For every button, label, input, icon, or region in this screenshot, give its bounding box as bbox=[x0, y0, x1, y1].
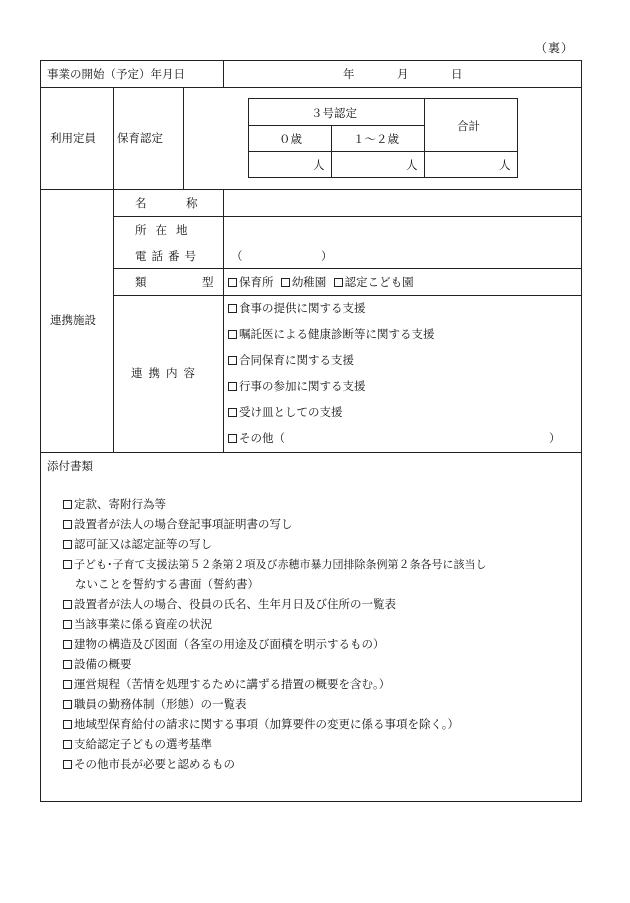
capacity-label: 利用定員 bbox=[50, 131, 96, 145]
checkbox[interactable] bbox=[63, 660, 72, 669]
partner-content-label: 連携内容 bbox=[131, 366, 201, 380]
checkbox[interactable] bbox=[228, 304, 237, 313]
col-divider bbox=[223, 189, 224, 452]
capacity-total-unit[interactable]: 人 bbox=[499, 158, 511, 172]
checkbox[interactable] bbox=[63, 680, 72, 689]
partner-type-options bbox=[228, 277, 414, 289]
attachment-item[interactable]: 設置者が法人の場合、役員の氏名、生年月日及び住所の一覧表 bbox=[63, 599, 396, 611]
capacity-sublabel: 保育認定 bbox=[117, 131, 163, 145]
checkbox[interactable] bbox=[228, 434, 237, 443]
checkbox[interactable] bbox=[63, 720, 72, 729]
row-divider bbox=[113, 216, 581, 217]
checkbox[interactable] bbox=[63, 740, 72, 749]
checkbox[interactable] bbox=[63, 640, 72, 649]
col-divider bbox=[113, 87, 114, 452]
capacity-age12-header: １～２歳 bbox=[353, 132, 399, 146]
capacity-table bbox=[248, 98, 518, 178]
col-divider bbox=[424, 99, 425, 177]
checkbox[interactable] bbox=[281, 278, 290, 287]
content-option[interactable]: 受け皿としての支援 bbox=[228, 407, 343, 419]
start-year-field[interactable]: 年 bbox=[343, 67, 355, 81]
partner-phone-label: 電話番号 bbox=[135, 249, 201, 263]
partner-address-label: 所在地 bbox=[135, 223, 197, 237]
application-form bbox=[40, 60, 582, 802]
start-date-label: 事業の開始（予定）年月日 bbox=[47, 67, 185, 81]
content-option[interactable]: 嘱託医による健康診断等に関する支援 bbox=[228, 329, 435, 341]
attachment-item[interactable]: 子ども･子育て支援法第５２条第２項及び赤穂市暴力団排除条例第２条各号に該当し bbox=[63, 559, 487, 570]
attachment-item[interactable]: 認可証又は認定証等の写し bbox=[63, 539, 212, 551]
checkbox[interactable] bbox=[63, 520, 72, 529]
checkbox[interactable] bbox=[228, 330, 237, 339]
checkbox[interactable] bbox=[63, 560, 72, 569]
type-option-kodomoen[interactable]: 認定こども園 bbox=[334, 275, 414, 289]
start-month-field[interactable]: 月 bbox=[397, 67, 409, 81]
capacity-total-header: 合計 bbox=[457, 119, 480, 133]
row-divider bbox=[249, 125, 424, 126]
other-close-paren: ） bbox=[549, 431, 561, 445]
attachment-item[interactable]: 支給認定子どもの選考基準 bbox=[63, 739, 212, 751]
attachments-label: 添付書類 bbox=[47, 459, 93, 473]
reverse-side-label: （裏） bbox=[534, 41, 574, 55]
attachment-item[interactable]: 職員の勤務体制（形態）の一覧表 bbox=[63, 699, 247, 711]
col-divider bbox=[223, 61, 224, 87]
checkbox[interactable] bbox=[228, 408, 237, 417]
attachment-item[interactable]: その他市長が必要と認めるもの bbox=[63, 759, 235, 771]
checkbox[interactable] bbox=[228, 278, 237, 287]
checkbox[interactable] bbox=[63, 500, 72, 509]
attachment-item[interactable]: 設備の概要 bbox=[63, 659, 132, 671]
checkbox[interactable] bbox=[334, 278, 343, 287]
attachment-item[interactable]: 当該事業に係る資産の状況 bbox=[63, 619, 212, 631]
attachment-item[interactable]: 運営規程（苦情を処理するために講ずる措置の概要を含む。） bbox=[63, 679, 390, 691]
attachment-item[interactable]: 地域型保育給付の請求に関する事項（加算要件の変更に係る事項を除く。） bbox=[63, 719, 459, 731]
checkbox[interactable] bbox=[63, 600, 72, 609]
start-day-field[interactable]: 日 bbox=[451, 67, 463, 81]
capacity-age12-unit[interactable]: 人 bbox=[406, 158, 418, 172]
checkbox[interactable] bbox=[63, 620, 72, 629]
attachment-item-continuation: ないことを誓約する書面（誓約書） bbox=[75, 577, 259, 591]
col-divider bbox=[183, 87, 184, 189]
checkbox[interactable] bbox=[63, 540, 72, 549]
content-option[interactable]: 合同保育に関する支援 bbox=[228, 355, 354, 367]
phone-close-paren: ） bbox=[321, 249, 333, 263]
row-divider bbox=[41, 452, 581, 453]
capacity-group-header: ３号認定 bbox=[311, 106, 357, 120]
row-divider bbox=[249, 151, 517, 152]
row-divider bbox=[41, 189, 581, 190]
content-option-other[interactable]: その他（ bbox=[228, 433, 285, 445]
phone-open-paren: （ bbox=[231, 249, 243, 263]
checkbox[interactable] bbox=[228, 382, 237, 391]
capacity-age0-header: ０歳 bbox=[279, 132, 302, 146]
type-option-hoikusho[interactable]: 保育所 bbox=[228, 275, 274, 289]
row-divider bbox=[113, 268, 581, 269]
content-option[interactable]: 行事の参加に関する支援 bbox=[228, 381, 366, 393]
partner-name-label: 名 称 bbox=[135, 196, 212, 210]
row-divider bbox=[41, 87, 581, 88]
partner-label: 連携施設 bbox=[50, 313, 96, 327]
capacity-age0-unit[interactable]: 人 bbox=[313, 158, 325, 172]
row-divider bbox=[113, 295, 581, 296]
content-option[interactable]: 食事の提供に関する支援 bbox=[228, 303, 366, 315]
checkbox[interactable] bbox=[63, 700, 72, 709]
attachment-item[interactable]: 定款、寄附行為等 bbox=[63, 499, 166, 511]
attachment-item[interactable]: 設置者が法人の場合登記事項証明書の写し bbox=[63, 519, 293, 531]
checkbox[interactable] bbox=[228, 356, 237, 365]
attachment-item[interactable]: 建物の構造及び図面（各室の用途及び面積を明示するもの） bbox=[63, 639, 385, 651]
checkbox[interactable] bbox=[63, 760, 72, 769]
type-option-yochien[interactable]: 幼稚園 bbox=[281, 275, 327, 289]
partner-type-label: 類 型 bbox=[135, 275, 236, 289]
